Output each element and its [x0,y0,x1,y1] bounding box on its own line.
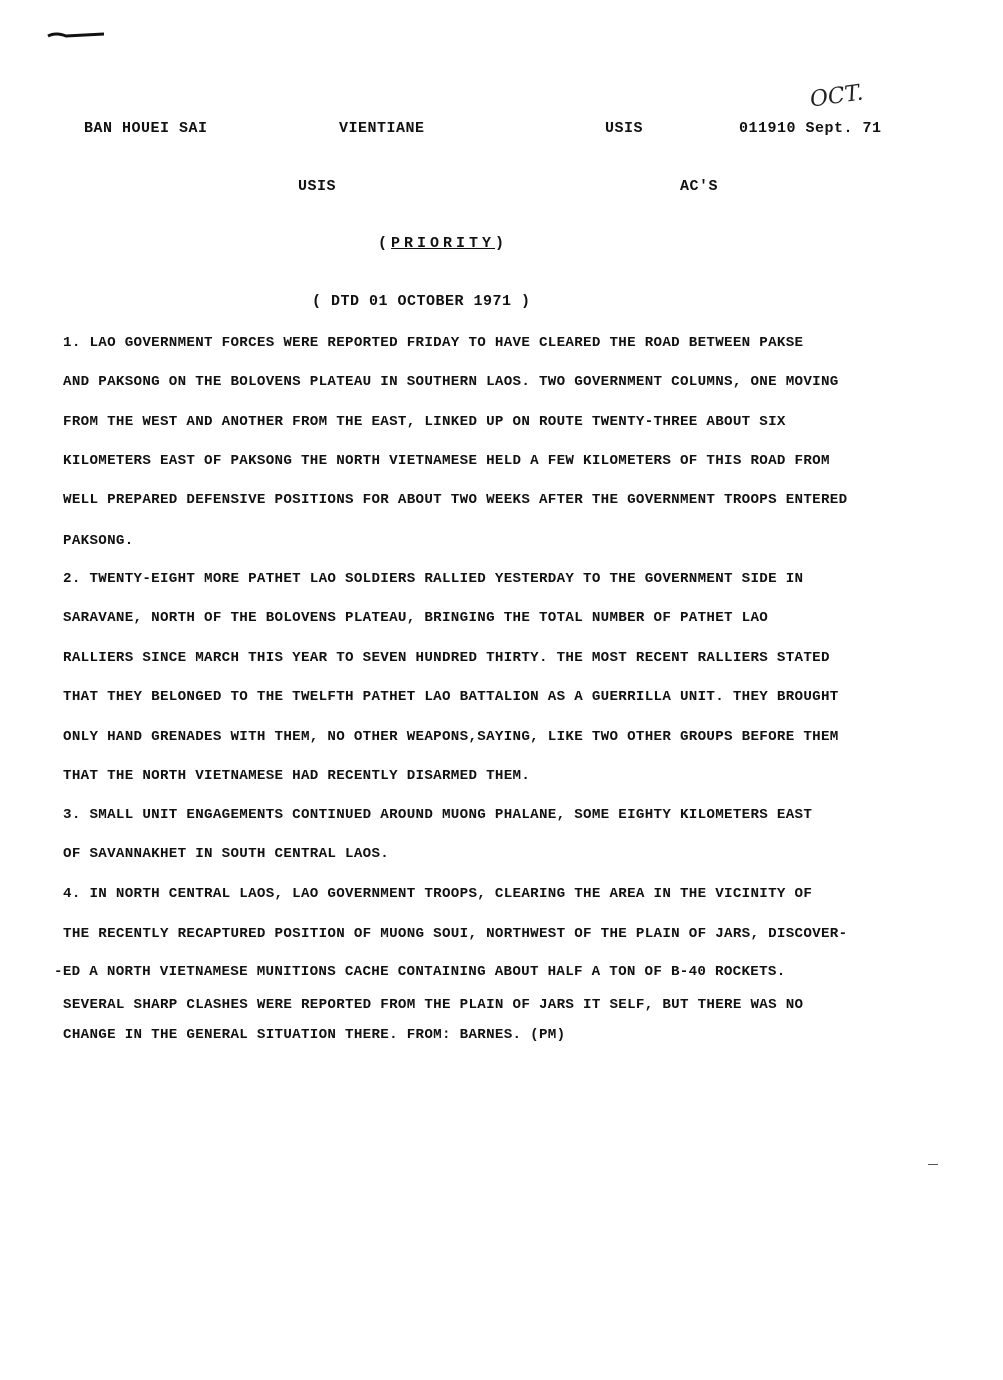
ink-mark [46,30,106,40]
body-line: THE RECENTLY RECAPTURED POSITION OF MUONG SOUI, NORTHWEST OF THE PLAIN OF JARS, DISCOVER- [63,926,848,942]
body-line: SARAVANE, NORTH OF THE BOLOVENS PLATEAU, BRINGING THE TOTAL NUMBER OF PATHET LAO [63,610,769,626]
body-line: CHANGE IN THE GENERAL SITUATION THERE. FROM: BARNES. (PM) [63,1027,566,1043]
body-line: WELL PREPARED DEFENSIVE POSITIONS FOR ABOUT TWO WEEKS AFTER THE GOVERNMENT TROOPS ENTERED [63,492,848,508]
body-line: SEVERAL SHARP CLASHES WERE REPORTED FROM THE PLAIN OF JARS IT SELF, BUT THERE WAS NO [63,997,804,1013]
body-line: RALLIERS SINCE MARCH THIS YEAR TO SEVEN HUNDRED THIRTY. THE MOST RECENT RALLIERS STATED [63,650,830,666]
body-line: KILOMETERS EAST OF PAKSONG THE NORTH VIETNAMESE HELD A FEW KILOMETERS OF THIS ROAD FROM [63,453,830,469]
priority-label: (PRIORITY) [378,235,509,252]
stray-mark [928,1164,938,1165]
dated-line: ( DTD 01 OCTOBER 1971 ) [312,293,531,310]
priority-text: PRIORITY [391,235,496,252]
header-destination: VIENTIANE [339,120,425,137]
header-agency: USIS [605,120,644,137]
body-line: 3. SMALL UNIT ENGAGEMENTS CONTINUED AROUND MUONG PHALANE, SOME EIGHTY KILOMETERS EAST [63,807,813,823]
body-line: 1. LAO GOVERNMENT FORCES WERE REPORTED FRIDAY TO HAVE CLEARED THE ROAD BETWEEN PAKSE [63,335,804,351]
body-line: ONLY HAND GRENADES WITH THEM, NO OTHER WEAPONS,SAYING, LIKE TWO OTHER GROUPS BEFORE THEM [63,729,839,745]
header-info: AC'S [680,178,719,195]
body-line: THAT THEY BELONGED TO THE TWELFTH PATHET LAO BATTALION AS A GUERRILLA UNIT. THEY BROUGHT [63,689,839,705]
body-line: AND PAKSONG ON THE BOLOVENS PLATEAU IN SOUTHERN LAOS. TWO GOVERNMENT COLUMNS, ONE MOVING [63,374,839,390]
body-line: PAKSONG. [63,533,134,549]
handwritten-note: OCT. [808,80,865,113]
body-line: -ED A NORTH VIETNAMESE MUNITIONS CACHE CONTAINING ABOUT HALF A TON OF B-40 ROCKETS. [54,964,786,980]
body-line: 4. IN NORTH CENTRAL LAOS, LAO GOVERNMENT TROOPS, CLEARING THE AREA IN THE VICINITY OF [63,886,813,902]
body-line: OF SAVANNAKHET IN SOUTH CENTRAL LAOS. [63,846,390,862]
header-dtg: 011910 Sept. 71 [739,120,882,137]
body-line: THAT THE NORTH VIETNAMESE HAD RECENTLY DISARMED THEM. [63,768,531,784]
body-line: 2. TWENTY-EIGHT MORE PATHET LAO SOLDIERS RALLIED YESTERDAY TO THE GOVERNMENT SIDE IN [63,571,804,587]
header-origin: BAN HOUEI SAI [84,120,208,137]
body-line: FROM THE WEST AND ANOTHER FROM THE EAST, LINKED UP ON ROUTE TWENTY-THREE ABOUT SIX [63,414,786,430]
header-to: USIS [298,178,337,195]
